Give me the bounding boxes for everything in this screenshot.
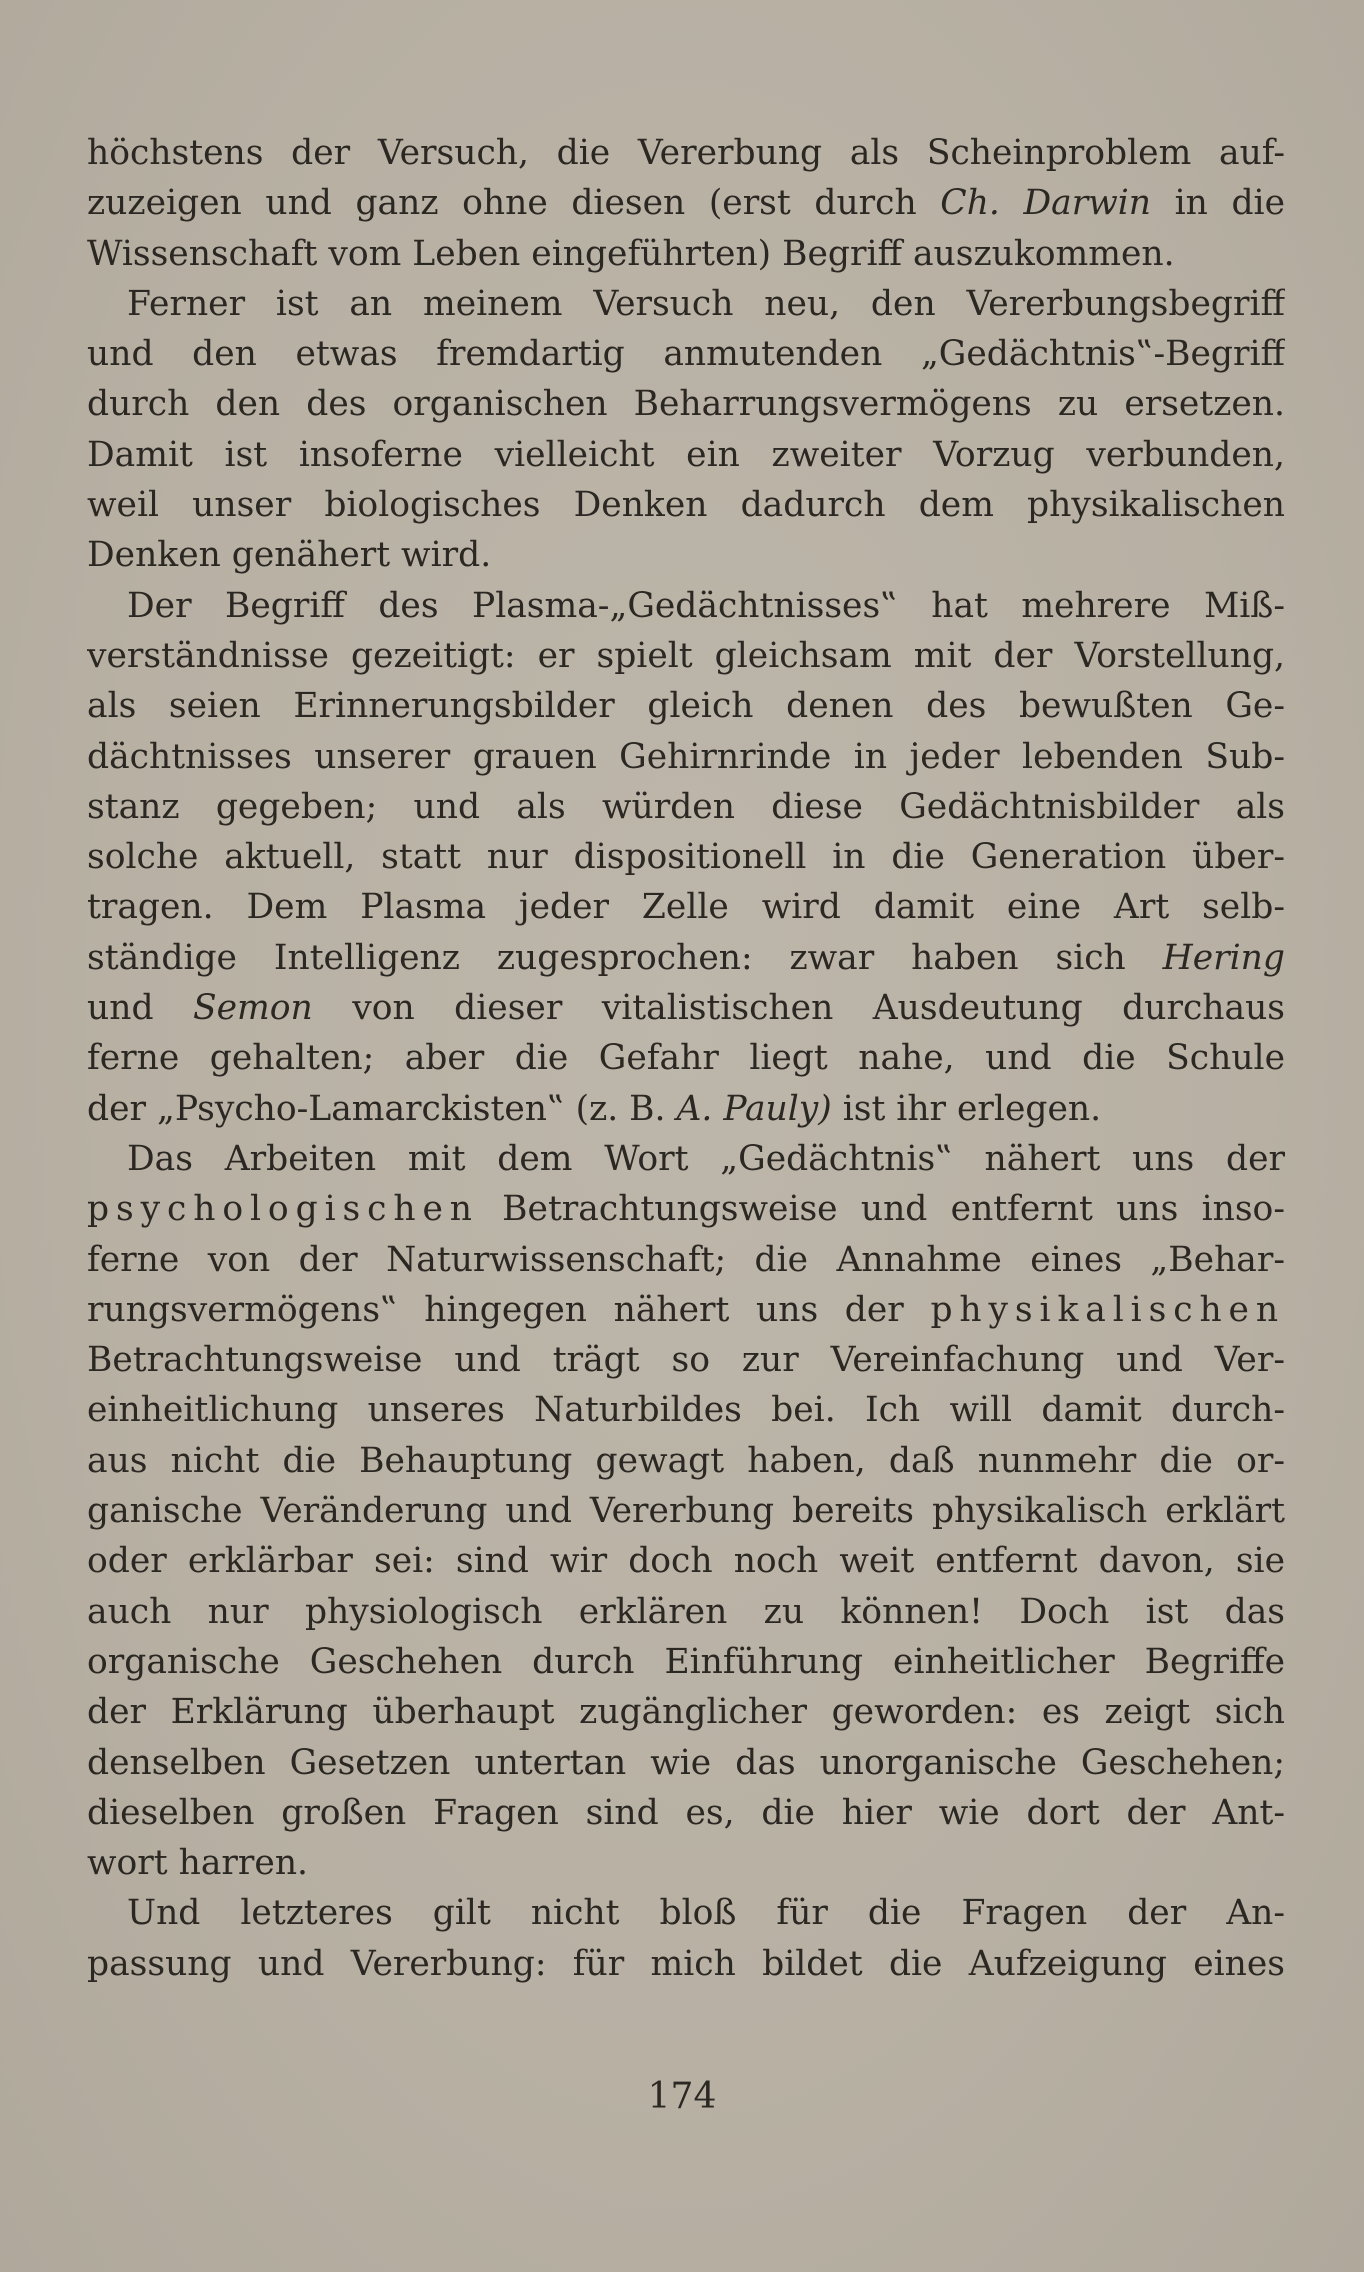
text-run: ferne von der Naturwissenschaft; die Annahme eines „Behar-	[87, 1239, 1285, 1280]
text-line	[87, 329, 1285, 379]
text-run: ständige Intelligenz zugesprochen: zwar haben sich	[87, 937, 1163, 978]
text-line	[87, 1084, 1285, 1134]
text-line	[87, 1486, 1285, 1536]
text-line	[87, 581, 1285, 631]
text-run: weil unser biologisches Denken dadurch dem physikalischen	[87, 485, 1285, 526]
text-run: denselben Gesetzen untertan wie das unorganische Geschehen;	[87, 1742, 1285, 1783]
text-run: und den etwas fremdartig anmutenden „Gedächtnis‟-Begriff	[87, 334, 1285, 375]
text-run: Betrachtungsweise und entfernt uns inso-	[478, 1189, 1285, 1230]
text-line	[87, 1134, 1285, 1184]
text-run: auch nur physiologisch erklären zu können! Doch ist das	[87, 1591, 1285, 1632]
text-line	[87, 430, 1285, 480]
text-line	[87, 1033, 1285, 1083]
italic-name: Hering	[1162, 937, 1285, 978]
text-line	[87, 279, 1285, 329]
text-run: organische Geschehen durch Einführung einheitlicher Begriffe	[87, 1641, 1285, 1682]
text-line	[87, 1436, 1285, 1486]
text-line	[87, 882, 1285, 932]
text-line	[87, 178, 1285, 228]
text-run: dieselben großen Fragen sind es, die hier wie dort der Ant-	[87, 1792, 1285, 1833]
text-run: von dieser vitalistischen Ausdeutung durchaus	[312, 988, 1285, 1029]
text-run: in die	[1151, 183, 1285, 224]
text-line	[87, 1235, 1285, 1285]
text-run: Der Begriff des Plasma-„Gedächtnisses‟ hat mehrere Miß-	[127, 585, 1285, 626]
text-run: einheitlichung unseres Naturbildes bei. Ich will damit durch-	[87, 1390, 1285, 1431]
text-line	[87, 1285, 1285, 1335]
text-line	[87, 832, 1285, 882]
text-run: tragen. Dem Plasma jeder Zelle wird damit eine Art selb-	[87, 887, 1285, 928]
text-line	[87, 1888, 1285, 1938]
text-line	[87, 1335, 1285, 1385]
text-run: stanz gegeben; und als würden diese Gedächtnisbilder als	[87, 786, 1285, 827]
text-line	[87, 933, 1285, 983]
text-run: zuzeigen und ganz ohne diesen (erst durch	[87, 183, 941, 224]
text-line	[87, 732, 1285, 782]
text-run: ganische Veränderung und Vererbung bereits physikalisch erklärt	[87, 1491, 1285, 1532]
text-line	[87, 1788, 1285, 1838]
text-line	[87, 1687, 1285, 1737]
text-run: Und letzteres gilt nicht bloß für die Fragen der An-	[127, 1893, 1285, 1934]
page-number: 174	[647, 2076, 717, 2117]
text-line	[87, 1536, 1285, 1586]
text-line	[87, 681, 1285, 731]
text-run: als seien Erinnerungsbilder gleich denen des bewußten Ge-	[87, 686, 1285, 727]
spaced-emphasis: psychologischen	[87, 1189, 479, 1230]
italic-name: A. Pauly)	[676, 1088, 832, 1129]
text-line	[87, 1738, 1285, 1788]
text-line	[87, 1385, 1285, 1435]
text-line	[87, 1838, 1285, 1888]
text-run: Betrachtungsweise und trägt so zur Vereinfachung und Ver-	[87, 1340, 1285, 1381]
text-line	[87, 1184, 1285, 1234]
text-line	[87, 229, 1285, 279]
italic-name: Semon	[193, 988, 313, 1029]
text-run: verständnisse gezeitigt: er spielt gleichsam mit der Vorstellung,	[87, 635, 1285, 676]
text-run: Ferner ist an meinem Versuch neu, den Vererbungsbegriff	[127, 283, 1285, 324]
text-line	[87, 379, 1285, 429]
text-run: ferne gehalten; aber die Gefahr liegt nahe, und die Schule	[87, 1038, 1285, 1079]
text-line	[87, 983, 1285, 1033]
text-run: und	[87, 988, 193, 1029]
italic-name: Ch. Darwin	[940, 183, 1151, 224]
text-run: solche aktuell, statt nur dispositionell in die Generation über-	[87, 837, 1285, 878]
spaced-emphasis: physikalischen	[930, 1289, 1285, 1330]
text-line	[87, 128, 1285, 178]
text-run: der „Psycho-Lamarckisten‟ (z. B.	[87, 1088, 677, 1129]
text-line	[87, 1637, 1285, 1687]
text-run: Denken genähert wird.	[87, 535, 492, 576]
text-run: aus nicht die Behauptung gewagt haben, daß nunmehr die or-	[87, 1440, 1285, 1481]
text-run: passung und Vererbung: für mich bildet die Aufzeigung eines	[87, 1943, 1285, 1984]
text-run: höchstens der Versuch, die Vererbung als Scheinproblem auf-	[87, 133, 1285, 173]
text-run: wort harren.	[87, 1843, 308, 1884]
text-line	[87, 530, 1285, 580]
text-run: der Erklärung überhaupt zugänglicher geworden: es zeigt sich	[87, 1692, 1285, 1733]
text-run: Das Arbeiten mit dem Wort „Gedächtnis‟ nähert uns der	[127, 1138, 1285, 1179]
text-run: ist ihr erlegen.	[831, 1088, 1102, 1129]
text-run: Wissenschaft vom Leben eingeführten) Begriff auszukommen.	[87, 233, 1175, 274]
text-run: rungsvermögens‟ hingegen nähert uns der	[87, 1289, 931, 1330]
text-line	[87, 480, 1285, 530]
text-run: Damit ist insoferne vielleicht ein zweiter Vorzug verbunden,	[87, 434, 1285, 475]
text-run: durch den des organischen Beharrungsvermögens zu ersetzen.	[87, 384, 1285, 425]
text-line	[87, 631, 1285, 681]
text-line	[87, 1939, 1285, 1989]
text-run: dächtnisses unserer grauen Gehirnrinde in jeder lebenden Sub-	[87, 736, 1285, 777]
body-text	[87, 128, 1285, 1989]
text-line	[87, 782, 1285, 832]
text-line	[87, 1587, 1285, 1637]
text-run: oder erklärbar sei: sind wir doch noch weit entfernt davon, sie	[87, 1541, 1285, 1582]
